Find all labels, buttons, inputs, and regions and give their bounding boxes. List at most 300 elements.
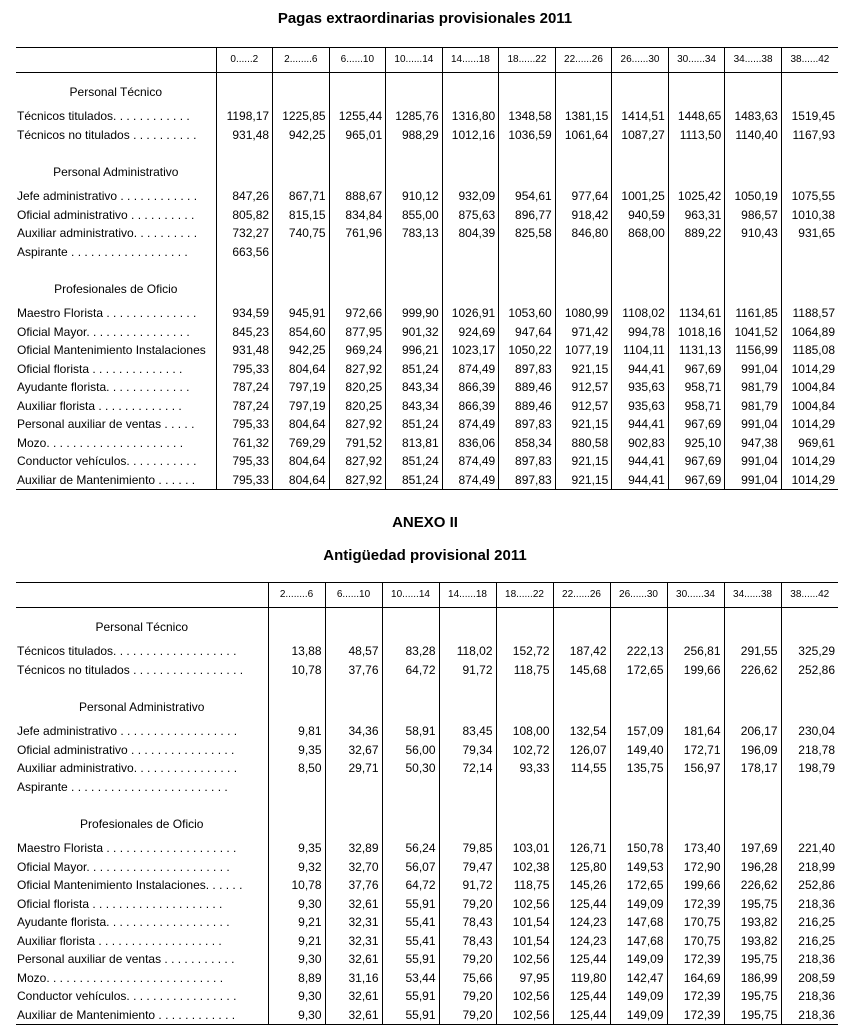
header-corner	[16, 583, 268, 608]
empty-cell	[268, 815, 325, 834]
value-cell: 9,30	[268, 895, 325, 914]
value-cell: 897,83	[499, 471, 556, 490]
value-cell: 9,30	[268, 1006, 325, 1025]
value-cell: 981,79	[725, 378, 782, 397]
value-cell: 804,64	[273, 471, 330, 490]
value-cell: 197,69	[724, 839, 781, 858]
value-cell: 910,43	[725, 224, 782, 243]
value-cell: 827,92	[329, 452, 386, 471]
table-row	[16, 107, 838, 126]
spacer-cell	[16, 144, 216, 163]
value-cell	[382, 778, 439, 797]
empty-cell	[325, 815, 382, 834]
table-row	[16, 126, 838, 145]
row-label: Personal auxiliar de ventas . . . . .	[17, 417, 195, 432]
value-cell	[668, 243, 725, 262]
spacer-cell	[442, 144, 499, 163]
empty-cell	[612, 163, 669, 182]
value-cell: 888,67	[329, 187, 386, 206]
value-cell: 1080,99	[555, 304, 612, 323]
value-cell: 977,64	[555, 187, 612, 206]
value-cell: 991,04	[725, 452, 782, 471]
row-label: Mozo. . . . . . . . . . . . . . . . . . . . . . . . . . .	[17, 970, 224, 985]
value-cell: 195,75	[724, 950, 781, 969]
value-cell: 102,72	[496, 741, 553, 760]
empty-cell	[382, 698, 439, 717]
value-cell: 149,09	[610, 895, 667, 914]
value-cell: 947,64	[499, 323, 556, 342]
value-cell: 83,45	[439, 722, 496, 741]
empty-cell	[216, 163, 273, 182]
empty-cell	[725, 83, 782, 102]
table-row	[16, 839, 838, 858]
value-cell: 1185,08	[781, 341, 838, 360]
empty-cell	[325, 618, 382, 637]
spacer-cell	[610, 608, 667, 618]
value-cell: 32,31	[325, 932, 382, 951]
empty-cell	[216, 280, 273, 299]
empty-cell	[724, 618, 781, 637]
row-label: Mozo. . . . . . . . . . . . . . . . . . . . .	[17, 435, 184, 450]
table-row	[16, 397, 838, 416]
spacer-cell	[555, 73, 612, 83]
empty-cell	[668, 280, 725, 299]
section-heading: Personal Técnico	[95, 619, 188, 634]
value-cell: 1131,13	[668, 341, 725, 360]
table-row	[16, 722, 838, 741]
table-row	[16, 759, 838, 778]
row-label: Oficial administrativo . . . . . . . . . . . . . . . .	[17, 742, 235, 757]
value-cell: 206,17	[724, 722, 781, 741]
value-cell	[781, 243, 838, 262]
value-cell	[325, 778, 382, 797]
value-cell: 1156,99	[725, 341, 782, 360]
value-cell: 947,38	[725, 434, 782, 453]
value-cell: 124,23	[553, 932, 610, 951]
row-label: Técnicos titulados. . . . . . . . . . . . . . . . . . .	[17, 644, 237, 659]
empty-cell	[725, 280, 782, 299]
value-cell: 805,82	[216, 206, 273, 225]
value-cell: 208,59	[781, 969, 838, 988]
spacer-cell	[781, 679, 838, 698]
value-cell: 843,34	[386, 397, 443, 416]
spacer-cell	[781, 73, 838, 83]
value-cell: 152,72	[496, 642, 553, 661]
value-cell: 195,75	[724, 987, 781, 1006]
spacer-cell	[668, 73, 725, 83]
value-cell: 75,66	[439, 969, 496, 988]
spacer-cell	[325, 608, 382, 618]
value-cell	[612, 243, 669, 262]
value-cell: 663,56	[216, 243, 273, 262]
table-row	[16, 642, 838, 661]
value-cell: 942,25	[273, 126, 330, 145]
value-cell: 1061,64	[555, 126, 612, 145]
value-cell: 889,22	[668, 224, 725, 243]
value-cell: 150,78	[610, 839, 667, 858]
spacer-cell	[724, 679, 781, 698]
value-cell: 912,57	[555, 397, 612, 416]
table-row	[16, 987, 838, 1006]
value-cell: 1285,76	[386, 107, 443, 126]
spacer-cell	[268, 796, 325, 815]
value-cell: 56,24	[382, 839, 439, 858]
value-cell: 925,10	[668, 434, 725, 453]
spacer-cell	[442, 73, 499, 83]
value-cell: 79,34	[439, 741, 496, 760]
spacer-cell	[382, 608, 439, 618]
row-label: Personal auxiliar de ventas . . . . . . . . . . .	[17, 952, 235, 967]
value-cell: 156,97	[667, 759, 724, 778]
empty-cell	[496, 618, 553, 637]
value-cell: 1053,60	[499, 304, 556, 323]
value-cell: 858,34	[499, 434, 556, 453]
column-header: 10......14	[386, 48, 443, 73]
value-cell: 103,01	[496, 839, 553, 858]
value-cell: 172,39	[667, 1006, 724, 1025]
value-cell: 825,58	[499, 224, 556, 243]
empty-cell	[612, 280, 669, 299]
value-cell: 761,32	[216, 434, 273, 453]
column-header: 22......26	[555, 48, 612, 73]
value-cell: 193,82	[724, 913, 781, 932]
spacer-cell	[553, 608, 610, 618]
spacer-cell	[668, 261, 725, 280]
value-cell: 1188,57	[781, 304, 838, 323]
empty-cell	[725, 163, 782, 182]
spacer-cell	[329, 144, 386, 163]
table-row	[16, 858, 838, 877]
value-cell: 944,41	[612, 360, 669, 379]
value-cell: 945,91	[273, 304, 330, 323]
value-cell: 125,44	[553, 987, 610, 1006]
value-cell: 32,61	[325, 1006, 382, 1025]
value-cell: 79,20	[439, 950, 496, 969]
value-cell: 172,65	[610, 661, 667, 680]
value-cell: 843,34	[386, 378, 443, 397]
value-cell: 1036,59	[499, 126, 556, 145]
column-header: 18......22	[499, 48, 556, 73]
value-cell: 252,86	[781, 876, 838, 895]
empty-cell	[667, 698, 724, 717]
value-cell: 902,83	[612, 434, 669, 453]
value-cell: 64,72	[382, 661, 439, 680]
value-cell: 967,69	[668, 360, 725, 379]
spacer-cell	[612, 144, 669, 163]
empty-cell	[499, 83, 556, 102]
column-header: 2........6	[273, 48, 330, 73]
column-header: 38......42	[781, 583, 838, 608]
spacer-cell	[439, 796, 496, 815]
empty-cell	[329, 83, 386, 102]
value-cell: 981,79	[725, 397, 782, 416]
empty-cell	[667, 618, 724, 637]
spacer-cell	[439, 608, 496, 618]
value-cell: 988,29	[386, 126, 443, 145]
value-cell: 991,04	[725, 471, 782, 490]
value-cell: 897,83	[499, 415, 556, 434]
value-cell: 935,63	[612, 378, 669, 397]
empty-cell	[382, 815, 439, 834]
value-cell: 147,68	[610, 913, 667, 932]
value-cell: 846,80	[555, 224, 612, 243]
value-cell: 994,78	[612, 323, 669, 342]
spacer-cell	[268, 679, 325, 698]
pagas-table	[16, 47, 838, 490]
value-cell: 114,55	[553, 759, 610, 778]
value-cell: 944,41	[612, 452, 669, 471]
value-cell: 149,53	[610, 858, 667, 877]
empty-cell	[668, 83, 725, 102]
spacer-cell	[216, 144, 273, 163]
value-cell: 132,54	[553, 722, 610, 741]
value-cell: 827,92	[329, 360, 386, 379]
value-cell: 230,04	[781, 722, 838, 741]
value-cell: 31,16	[325, 969, 382, 988]
value-cell: 195,75	[724, 1006, 781, 1025]
value-cell: 32,31	[325, 913, 382, 932]
table-row	[16, 913, 838, 932]
value-cell: 55,91	[382, 1006, 439, 1025]
value-cell: 795,33	[216, 415, 273, 434]
table-row	[16, 452, 838, 471]
value-cell: 877,95	[329, 323, 386, 342]
value-cell	[439, 778, 496, 797]
value-cell: 940,59	[612, 206, 669, 225]
row-label: Aspirante . . . . . . . . . . . . . . . . . . . . . . . .	[17, 779, 228, 794]
value-cell: 1023,17	[442, 341, 499, 360]
spacer-cell	[496, 679, 553, 698]
spacer-cell	[553, 679, 610, 698]
value-cell: 1001,25	[612, 187, 669, 206]
value-cell: 32,61	[325, 895, 382, 914]
empty-cell	[553, 698, 610, 717]
table-row	[16, 969, 838, 988]
value-cell: 50,30	[382, 759, 439, 778]
value-cell: 55,41	[382, 932, 439, 951]
spacer-row	[16, 608, 838, 618]
value-cell: 58,91	[382, 722, 439, 741]
column-header: 22......26	[553, 583, 610, 608]
value-cell	[386, 243, 443, 262]
table-row	[16, 778, 838, 797]
value-cell: 874,49	[442, 471, 499, 490]
value-cell: 126,07	[553, 741, 610, 760]
value-cell: 125,44	[553, 1006, 610, 1025]
value-cell: 226,62	[724, 661, 781, 680]
spacer-row	[16, 796, 838, 815]
value-cell: 10,78	[268, 876, 325, 895]
value-cell: 787,24	[216, 378, 273, 397]
row-label: Maestro Florista . . . . . . . . . . . . . . . . . . . .	[17, 841, 237, 856]
empty-cell	[612, 83, 669, 102]
section-row	[16, 815, 838, 834]
table2-title: Antigüedad provisional 2011	[323, 547, 527, 564]
spacer-cell	[781, 144, 838, 163]
empty-cell	[442, 163, 499, 182]
table-row	[16, 206, 838, 225]
row-label: Oficial Mayor. . . . . . . . . . . . . . . .	[17, 324, 190, 339]
value-cell: 866,39	[442, 378, 499, 397]
empty-cell	[329, 280, 386, 299]
empty-cell	[499, 280, 556, 299]
value-cell: 967,69	[668, 415, 725, 434]
empty-cell	[781, 698, 838, 717]
value-cell: 91,72	[439, 661, 496, 680]
value-cell: 78,43	[439, 913, 496, 932]
empty-cell	[268, 618, 325, 637]
value-cell: 218,36	[781, 950, 838, 969]
value-cell: 795,33	[216, 471, 273, 490]
value-cell: 325,29	[781, 642, 838, 661]
value-cell: 834,84	[329, 206, 386, 225]
value-cell: 102,56	[496, 895, 553, 914]
row-label: Conductor vehículos. . . . . . . . . . . . . . . . .	[17, 989, 237, 1004]
value-cell: 119,80	[553, 969, 610, 988]
value-cell: 732,27	[216, 224, 273, 243]
spacer-cell	[610, 796, 667, 815]
value-cell: 797,19	[273, 397, 330, 416]
value-cell: 795,33	[216, 452, 273, 471]
header-row	[16, 48, 838, 73]
row-label: Técnicos titulados. . . . . . . . . . . .	[17, 109, 190, 124]
value-cell: 9,35	[268, 839, 325, 858]
value-cell: 1414,51	[612, 107, 669, 126]
spacer-cell	[667, 608, 724, 618]
value-cell: 969,61	[781, 434, 838, 453]
value-cell: 216,25	[781, 932, 838, 951]
value-cell: 1014,29	[781, 415, 838, 434]
table-row	[16, 341, 838, 360]
row-label: Auxiliar administrativo. . . . . . . . . . . . . . . .	[17, 761, 238, 776]
column-header: 14......18	[439, 583, 496, 608]
value-cell: 125,44	[553, 895, 610, 914]
value-cell: 1161,85	[725, 304, 782, 323]
value-cell: 1025,42	[668, 187, 725, 206]
table-row	[16, 415, 838, 434]
spacer-cell	[268, 608, 325, 618]
row-label: Oficial Mayor. . . . . . . . . . . . . . . . . . . . . .	[17, 859, 230, 874]
value-cell: 868,00	[612, 224, 669, 243]
empty-cell	[781, 618, 838, 637]
row-label: Conductor vehículos. . . . . . . . . . .	[17, 454, 197, 469]
value-cell: 969,24	[329, 341, 386, 360]
column-header: 2........6	[268, 583, 325, 608]
value-cell: 101,54	[496, 932, 553, 951]
value-cell: 897,83	[499, 360, 556, 379]
spacer-cell	[16, 73, 216, 83]
spacer-cell	[725, 73, 782, 83]
spacer-cell	[325, 796, 382, 815]
value-cell: 145,68	[553, 661, 610, 680]
spacer-cell	[555, 261, 612, 280]
row-label: Maestro Florista . . . . . . . . . . . . . .	[17, 306, 197, 321]
value-cell	[496, 778, 553, 797]
value-cell: 804,64	[273, 452, 330, 471]
spacer-cell	[724, 796, 781, 815]
section-heading: Personal Administrativo	[79, 699, 205, 714]
table-row	[16, 1006, 838, 1025]
value-cell: 172,71	[667, 741, 724, 760]
value-cell	[553, 778, 610, 797]
value-cell: 149,09	[610, 987, 667, 1006]
value-cell: 851,24	[386, 471, 443, 490]
row-label: Oficial florista . . . . . . . . . . . . . .	[17, 361, 183, 376]
empty-cell	[668, 163, 725, 182]
spacer-cell	[496, 608, 553, 618]
spacer-cell	[725, 144, 782, 163]
row-label: Ayudante florista. . . . . . . . . . . . . . . . . . .	[17, 915, 230, 930]
value-cell: 867,71	[273, 187, 330, 206]
spacer-cell	[668, 144, 725, 163]
value-cell: 178,17	[724, 759, 781, 778]
value-cell: 855,00	[386, 206, 443, 225]
value-cell: 965,01	[329, 126, 386, 145]
value-cell: 32,61	[325, 950, 382, 969]
spacer-cell	[610, 679, 667, 698]
value-cell: 196,28	[724, 858, 781, 877]
value-cell: 170,75	[667, 913, 724, 932]
empty-cell	[496, 698, 553, 717]
value-cell	[273, 243, 330, 262]
spacer-row	[16, 679, 838, 698]
value-cell: 9,30	[268, 987, 325, 1006]
value-cell: 1198,17	[216, 107, 273, 126]
value-cell: 1010,38	[781, 206, 838, 225]
column-header: 6......10	[325, 583, 382, 608]
spacer-cell	[16, 608, 268, 618]
value-cell: 912,57	[555, 378, 612, 397]
value-cell: 55,91	[382, 987, 439, 1006]
value-cell: 901,32	[386, 323, 443, 342]
value-cell	[442, 243, 499, 262]
value-cell: 1018,16	[668, 323, 725, 342]
value-cell: 921,15	[555, 471, 612, 490]
value-cell: 1448,65	[668, 107, 725, 126]
header-corner	[16, 48, 216, 73]
spacer-cell	[499, 144, 556, 163]
empty-cell	[386, 83, 443, 102]
value-cell: 32,70	[325, 858, 382, 877]
value-cell: 218,78	[781, 741, 838, 760]
column-header: 26......30	[610, 583, 667, 608]
value-cell: 147,68	[610, 932, 667, 951]
column-header: 10......14	[382, 583, 439, 608]
value-cell: 845,23	[216, 323, 273, 342]
value-cell: 83,28	[382, 642, 439, 661]
empty-cell	[382, 618, 439, 637]
row-label: Oficial Mantenimiento Instalaciones. . . . . .	[17, 878, 243, 893]
spacer-cell	[386, 261, 443, 280]
row-label: Auxiliar de Mantenimiento . . . . . .	[16, 471, 216, 490]
value-cell: 967,69	[668, 471, 725, 490]
spacer-cell	[442, 261, 499, 280]
value-cell: 971,42	[555, 323, 612, 342]
value-cell: 187,42	[553, 642, 610, 661]
value-cell: 93,33	[496, 759, 553, 778]
spacer-cell	[612, 261, 669, 280]
value-cell: 32,61	[325, 987, 382, 1006]
value-cell: 8,89	[268, 969, 325, 988]
value-cell: 97,95	[496, 969, 553, 988]
section-row	[16, 618, 838, 637]
value-cell: 1014,29	[781, 452, 838, 471]
empty-cell	[442, 83, 499, 102]
spacer-cell	[667, 796, 724, 815]
value-cell: 291,55	[724, 642, 781, 661]
value-cell: 924,69	[442, 323, 499, 342]
value-cell: 157,09	[610, 722, 667, 741]
